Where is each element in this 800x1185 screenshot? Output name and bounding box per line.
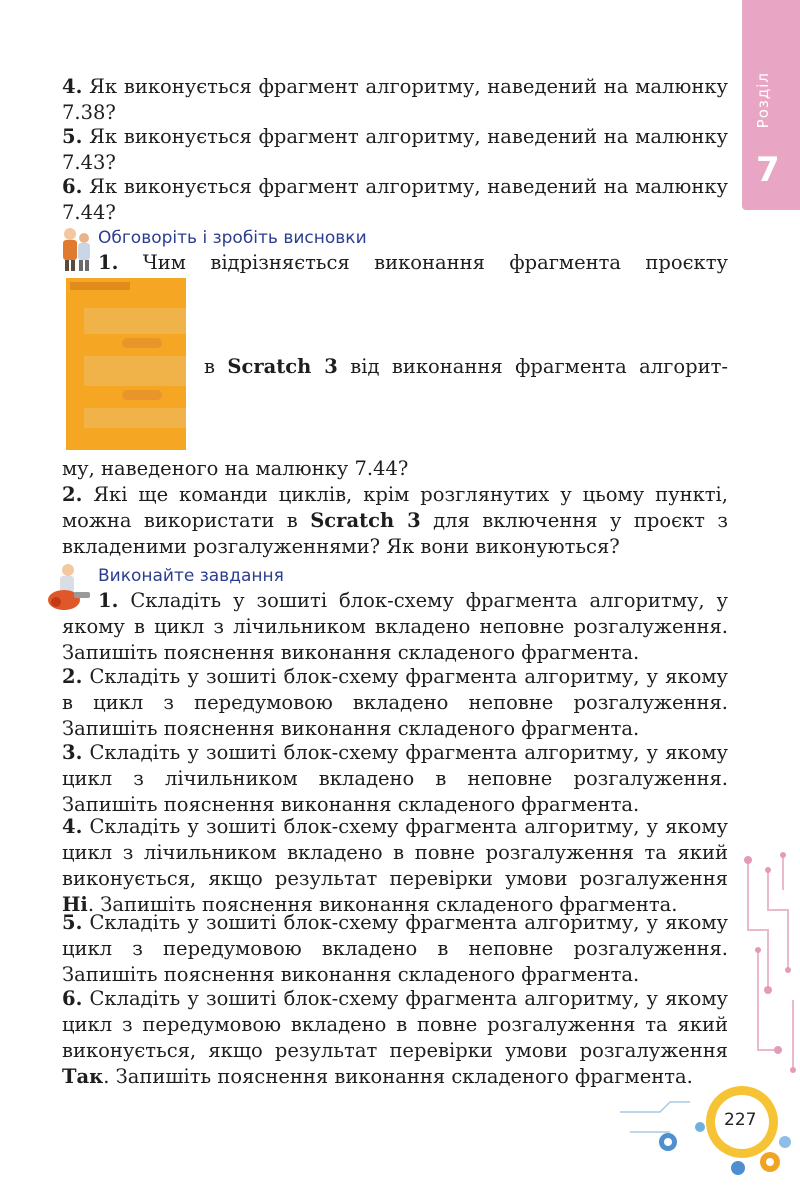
page-number: 227 <box>724 1110 757 1130</box>
question-6: 6. Як виконується фрагмент алгоритму, наведений на малюнку 7.44? <box>62 175 728 224</box>
task-4: 4. Складіть у зошиті блок-схему фрагмента алгоритму, у якому цикл з лічильником вкладено в повне розгалуження та який виконується, якщо результат перевірки умови розгалуження Ні. Запишіть пояснення виконання складеного фрагмента. <box>62 815 728 916</box>
circuit-decoration <box>738 850 800 1090</box>
question-5: 5. Як виконується фрагмент алгоритму, наведений на малюнку 7.43? <box>62 125 728 174</box>
task-2: 2. Складіть у зошиті блок-схему фрагмента алгоритму, у якому в цикл з передумовою вкладено неповне розгалуження. Запишіть пояснення виконання складеного фрагмента. <box>62 665 728 740</box>
discuss-item-1-line2: в Scratch 3 від виконання фрагмента алгорит- <box>204 355 728 378</box>
task-6: 6. Складіть у зошиті блок-схему фрагмента алгоритму, у якому цикл з передумовою вкладено в повне розгалуження та який виконується, якщо результат перевірки умови розгалуження Так. Запишіть пояснення виконання складеного фрагмента. <box>62 987 728 1088</box>
discuss-heading: Обговоріть і зробіть висновки <box>98 228 367 248</box>
discuss-people-icon <box>58 226 94 272</box>
discuss-item-1-line1: 1. Чим відрізняється виконання фрагмента проєкту <box>98 251 728 274</box>
task-1: 1. Складіть у зошиті блок-схему фрагмента алгоритму, у якому в цикл з лічильником вкладено неповне розгалуження. Запишіть пояснення виконання складеного фрагмента. <box>62 589 728 664</box>
chapter-tab <box>742 0 800 210</box>
chapter-tab-number: 7 <box>756 150 780 190</box>
discuss-item-2: 2. Які ще команди циклів, крім розглянутих у цьому пункті, можна використати в Scratch 3 для включення у проєкт з вкладеними розгалуженнями? Як вони виконуються? <box>62 483 729 558</box>
gears-decoration <box>620 1082 800 1185</box>
scratch-blocks-image <box>66 278 192 450</box>
chapter-tab-label: Розділ <box>754 72 772 129</box>
task-3: 3. Складіть у зошиті блок-схему фрагмента алгоритму, у якому цикл з лічильником вкладено в неповне розгалуження. Запишіть пояснення виконання складеного фрагмента. <box>62 741 728 816</box>
tasks-heading: Виконайте завдання <box>98 566 284 586</box>
question-4: 4. Як виконується фрагмент алгоритму, наведений на малюнку 7.38? <box>62 75 728 124</box>
task-5: 5. Складіть у зошиті блок-схему фрагмента алгоритму, у якому цикл з передумовою вкладено в неповне розгалуження. Запишіть пояснення виконання складеного фрагмента. <box>62 911 728 986</box>
discuss-item-1-line3: му, наведеного на малюнку 7.44? <box>62 457 409 480</box>
